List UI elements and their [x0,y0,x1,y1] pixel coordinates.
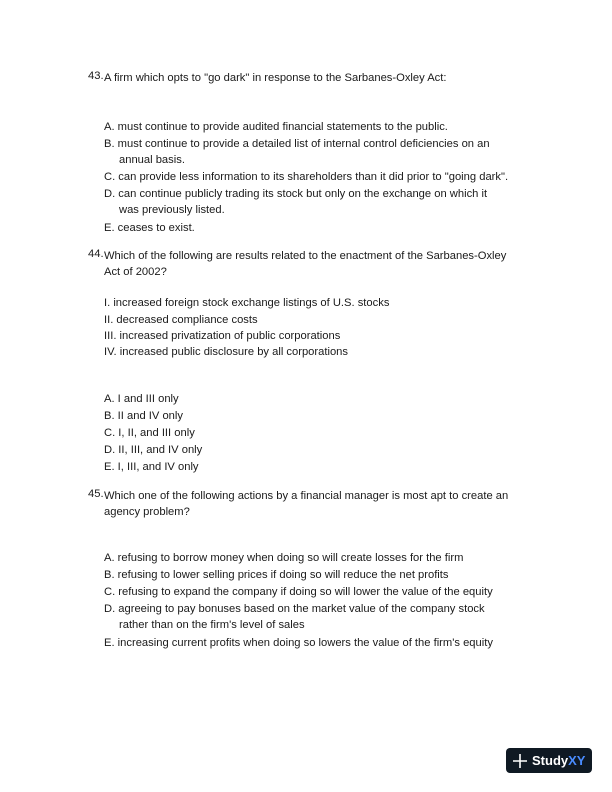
option-a: A. must continue to provide audited financial statements to the public. [104,121,448,133]
option-d: D. agreeing to pay bonuses based on the market value of the company stock [104,603,485,615]
statement-iv: IV. increased public disclosure by all corporations [104,346,348,358]
option-c: C. can provide less information to its shareholders than it did prior to "going dark". [104,171,509,183]
option-e: E. increasing current profits when doing so lowers the value of the firm's equity [104,637,493,649]
option-b: B. must continue to provide a detailed list of internal control deficiencies on an [104,138,490,150]
question-number: 44. [88,248,104,260]
question-stem-line-1: Which of the following are results related to the enactment of the Sarbanes-Oxley [104,250,507,262]
option-e: E. ceases to exist. [104,222,195,234]
option-b: B. refusing to lower selling prices if doing so will reduce the net profits [104,569,449,581]
option-e: E. I, III, and IV only [104,461,199,473]
option-b: B. II and IV only [104,410,183,422]
question-stem-line-2: agency problem? [104,506,190,518]
question-stem: A firm which opts to "go dark" in response to the Sarbanes-Oxley Act: [104,72,447,84]
option-c: C. refusing to expand the company if doing so will lower the value of the equity [104,586,493,598]
option-d-continued: was previously listed. [119,204,225,216]
question-number: 43. [88,70,104,82]
studyxy-logo[interactable] [506,748,592,773]
option-b-continued: annual basis. [119,154,185,166]
logo-text-study: Study [532,753,569,768]
option-d: D. II, III, and IV only [104,444,203,456]
option-c: C. I, II, and III only [104,427,195,439]
statement-iii: III. increased privatization of public corporations [104,330,341,342]
statement-ii: II. decreased compliance costs [104,314,258,326]
question-number: 45. [88,488,104,500]
plus-sparkle-icon [513,754,527,768]
option-a: A. I and III only [104,393,179,405]
logo-text-xy: XY [568,753,586,768]
option-d: D. can continue publicly trading its stock but only on the exchange on which it [104,188,488,200]
question-stem-line-2: Act of 2002? [104,266,167,278]
option-a: A. refusing to borrow money when doing so will create losses for the firm [104,552,464,564]
statement-i: I. increased foreign stock exchange listings of U.S. stocks [104,297,390,309]
question-stem-line-1: Which one of the following actions by a financial manager is most apt to create an [104,490,509,502]
option-d-continued: rather than on the firm's level of sales [119,619,305,631]
